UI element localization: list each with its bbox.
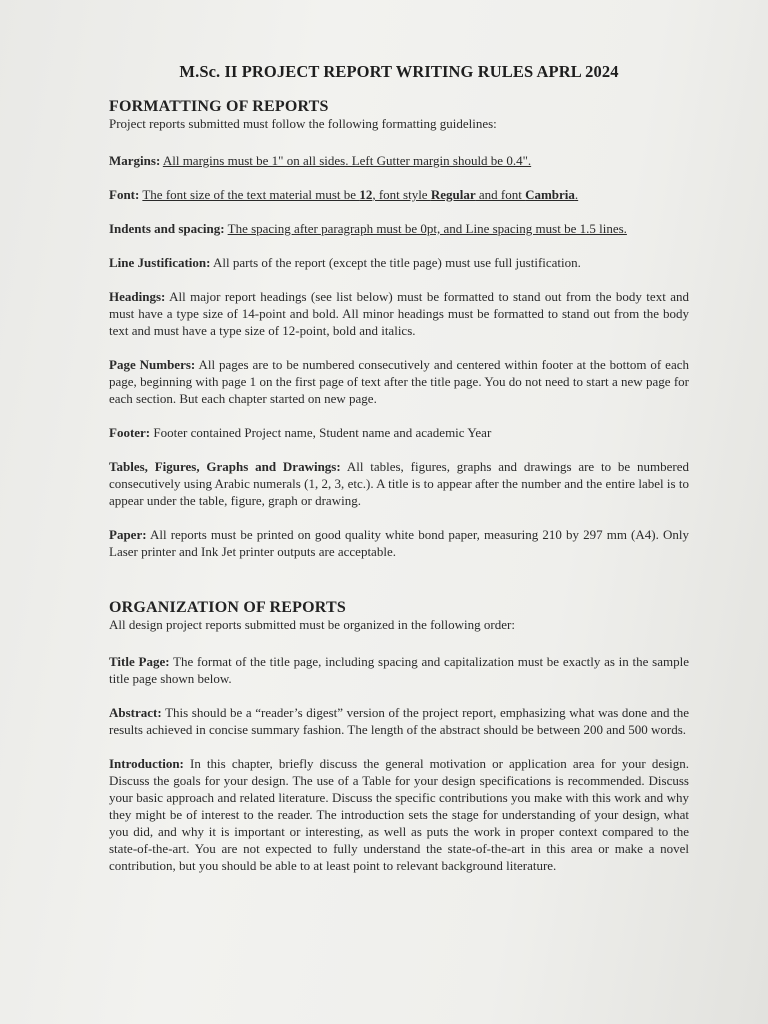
paper-rule: [109, 526, 689, 560]
font-text-part: The font size of the text material must be: [142, 187, 360, 202]
font-text-part: .: [574, 187, 579, 202]
rule-term: Title Page:: [109, 654, 170, 669]
title-page-rule: [109, 653, 689, 687]
font-style-value: Regular: [430, 187, 476, 202]
rule-term: Indents and spacing:: [109, 221, 225, 236]
rule-text: All tables, figures, graphs and drawings are to be numbered consecutively using Arabic numerals (1, 2, 3, etc.). A title is to appear after the number and the entire label is to appear under the table, figure, graph or drawing.: [109, 459, 689, 508]
rule-term: Introduction:: [109, 756, 184, 771]
headings-rule: [109, 288, 689, 339]
rule-term: Footer:: [109, 425, 151, 440]
organization-intro: All design project reports submitted must be organized in the following order:: [109, 617, 515, 632]
rule-text: The spacing after paragraph must be 0pt, and Line spacing must be 1.5 lines.: [227, 221, 627, 236]
document-title: M.Sc. II PROJECT REPORT WRITING RULES APRL 2024: [179, 62, 619, 81]
rule-term: Abstract:: [109, 705, 162, 720]
indents-rule: [109, 220, 689, 237]
rule-text: This should be a “reader’s digest” version of the project report, emphasizing what was done and the results achieved in concise summary fashion. The length of the abstract should be between 200 and 500 words.: [109, 705, 690, 737]
abstract-rule: [109, 704, 689, 738]
rule-text: All margins must be 1" on all sides. Left Gutter margin should be 0.4".: [162, 153, 532, 168]
rule-term: Line Justification:: [109, 255, 211, 270]
justification-rule: [109, 254, 689, 271]
rule-text: All parts of the report (except the title page) must use full justification.: [213, 255, 581, 270]
rule-term: Tables, Figures, Graphs and Drawings:: [109, 459, 341, 474]
document-content: [109, 62, 689, 891]
rule-term: Font:: [109, 187, 140, 202]
font-text-part: and font: [475, 187, 526, 202]
formatting-heading: FORMATTING OF REPORTS: [109, 98, 329, 115]
font-rule-text: [142, 187, 578, 202]
font-rule: [109, 186, 689, 203]
formatting-intro: Project reports submitted must follow the following formatting guidelines:: [109, 116, 497, 131]
rule-text: In this chapter, briefly discuss the general motivation or application area for your design. Discuss the goals for your design. The use of a Table for your design specifications is recommended. Discuss your basic approach and related literature. Discuss the specific contributions you make with this work and why they might be of interest to the reader. The introduction sets the stage for understanding of your design, what you did, and why it is important or interesting, as well as puts the work in proper context compared to the state-of-the-art. You are not expected to fully understand the state-of-the-art in this area or make a novel contribution, but you should be able to at least point to relevant background literature.: [109, 756, 690, 873]
rule-text: All reports must be printed on good quality white bond paper, measuring 210 by 297 mm (A4). Only Laser printer and Ink Jet printer outputs are acceptable.: [109, 527, 689, 559]
rule-text: All pages are to be numbered consecutively and centered within footer at the bottom of each page, beginning with page 1 on the first page of text after the title page. You do not need to start a new page for each section. But each chapter started on new page.: [109, 357, 689, 406]
rule-text: Footer contained Project name, Student name and academic Year: [153, 425, 492, 440]
rule-term: Paper:: [109, 527, 147, 542]
rule-term: Margins:: [109, 153, 161, 168]
rule-term: Page Numbers:: [109, 357, 196, 372]
footer-rule: [109, 424, 689, 441]
organization-heading: ORGANIZATION OF REPORTS: [109, 599, 346, 616]
font-family-value: Cambria: [525, 187, 575, 202]
font-size-value: 12: [359, 187, 373, 202]
page-numbers-rule: [109, 356, 689, 407]
font-text-part: , font style: [372, 187, 431, 202]
tables-rule: [109, 458, 689, 509]
rule-term: Headings:: [109, 289, 166, 304]
rule-text: All major report headings (see list below) must be formatted to stand out from the body text and must have a type size of 14-point and bold. All minor headings must be formatted to stand out from the body text and must have a type size of 12-point, bold and italics.: [109, 289, 689, 338]
margins-rule: [109, 152, 689, 169]
section-spacer: [109, 577, 689, 599]
rule-text: The format of the title page, including spacing and capitalization must be exactly as in the sample title page shown below.: [109, 654, 689, 686]
introduction-rule: [109, 755, 689, 874]
